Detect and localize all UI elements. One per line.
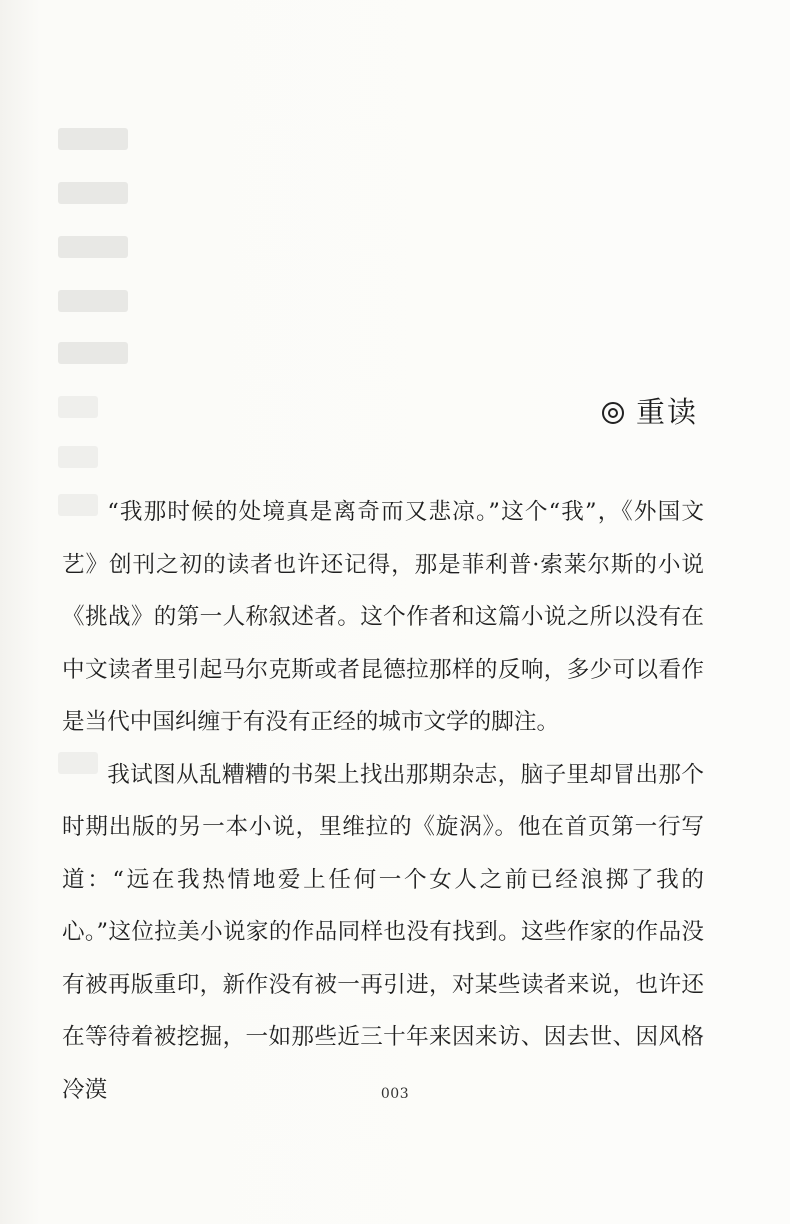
paragraph: “我那时候的处境真是离奇而又悲凉。”这个“我”，《外国文艺》创刊之初的读者也许还记得，那是菲利普·索莱尔斯的小说《挑战》的第一人称叙述者。这个作者和这篇小说之所以没有在中文读者里引起马尔克斯或者昆德拉那样的反响，多少可以看作是当代中国纠缠于有没有正经的城市文学的脚注。 — [62, 499, 704, 735]
bleed-through-mark — [58, 446, 98, 468]
paragraph: 我试图从乱糟糟的书架上找出那期杂志，脑子里却冒出那个时期出版的另一本小说，里维拉的《旋涡》。他在首页第一行写道：“远在我热情地爱上任何一个女人之前已经浪掷了我的心。”这位拉美小说家的作品同样也没有找到。这些作家的作品没有被再版重印，新作没有被一再引进，对某些读者来说，也许还在等待着被挖掘，一如那些近三十年来因来访、因去世、因风格冷漠 — [62, 761, 704, 1103]
bleed-through-mark — [58, 182, 128, 204]
bleed-through-mark — [58, 342, 128, 364]
bleed-through-mark — [58, 128, 128, 150]
body-text — [62, 486, 704, 1116]
double-circle-icon — [602, 402, 624, 424]
bleed-through-mark — [58, 290, 128, 312]
section-heading — [602, 390, 698, 431]
bleed-through-mark — [58, 236, 128, 258]
section-title: 重读 — [635, 395, 698, 429]
page-number: 003 — [380, 1086, 410, 1102]
bleed-through-mark — [58, 396, 98, 418]
